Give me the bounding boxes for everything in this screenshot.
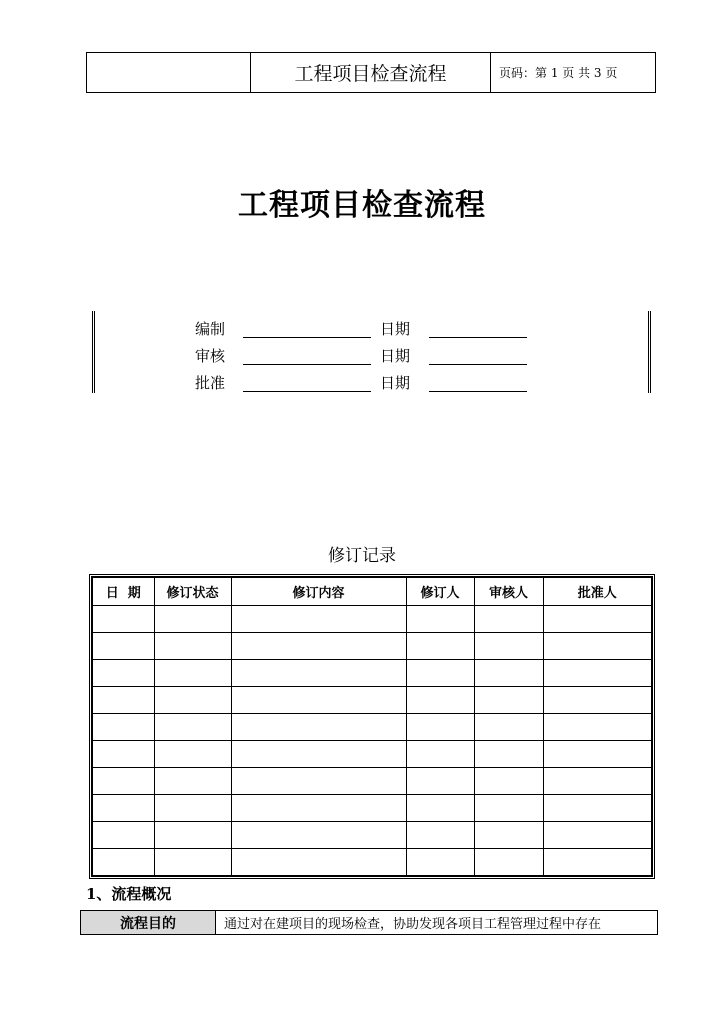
- table-cell: [406, 633, 474, 660]
- overview-table: [80, 910, 658, 935]
- table-cell: [231, 633, 406, 660]
- approval-date-label: 日期: [380, 320, 411, 338]
- revision-table: [91, 576, 653, 877]
- table-cell: [474, 660, 543, 687]
- signature-line: [243, 391, 371, 392]
- column-header-approver: 批准人: [543, 577, 652, 606]
- table-cell: [231, 822, 406, 849]
- document-title: 工程项目检查流程: [238, 188, 486, 223]
- approval-label: 审核: [195, 347, 226, 365]
- table-cell: [92, 714, 154, 741]
- section-title: 1、流程概况: [86, 885, 172, 903]
- signature-line: [243, 364, 371, 365]
- table-cell: [543, 741, 652, 768]
- overview-key: 流程目的: [81, 911, 216, 934]
- revision-heading: 修订记录: [328, 546, 396, 566]
- table-cell: [406, 849, 474, 877]
- table-row: [92, 822, 652, 849]
- header-title: 工程项目检查流程: [251, 53, 491, 92]
- table-cell: [92, 741, 154, 768]
- table-cell: [543, 714, 652, 741]
- table-cell: [406, 687, 474, 714]
- table-cell: [406, 741, 474, 768]
- table-cell: [154, 795, 231, 822]
- table-cell: [92, 660, 154, 687]
- table-cell: [406, 714, 474, 741]
- table-cell: [154, 822, 231, 849]
- table-cell: [92, 687, 154, 714]
- header-left-cell: [87, 53, 251, 92]
- table-cell: [154, 849, 231, 877]
- table-row: [92, 660, 652, 687]
- approval-right-bar: [648, 311, 651, 393]
- table-row: [92, 795, 652, 822]
- table-cell: [543, 687, 652, 714]
- table-cell: [543, 822, 652, 849]
- column-header-reviewer: 审核人: [474, 577, 543, 606]
- date-line: [429, 337, 527, 338]
- table-row: [92, 714, 652, 741]
- table-cell: [406, 822, 474, 849]
- table-cell: [474, 687, 543, 714]
- page-header: [86, 52, 656, 93]
- table-cell: [406, 606, 474, 633]
- overview-value: 通过对在建项目的现场检查，协助发现各项目工程管理过程中存在: [224, 917, 602, 932]
- signature-line: [243, 337, 371, 338]
- table-cell: [231, 714, 406, 741]
- table-cell: [231, 849, 406, 877]
- table-cell: [154, 660, 231, 687]
- table-row: [92, 633, 652, 660]
- table-cell: [474, 822, 543, 849]
- table-cell: [543, 768, 652, 795]
- table-cell: [92, 606, 154, 633]
- table-row: [92, 606, 652, 633]
- table-cell: [406, 660, 474, 687]
- approval-date-label: 日期: [380, 374, 411, 392]
- table-cell: [92, 795, 154, 822]
- table-cell: [231, 660, 406, 687]
- table-cell: [231, 606, 406, 633]
- table-cell: [543, 795, 652, 822]
- date-line: [429, 364, 527, 365]
- table-cell: [474, 714, 543, 741]
- table-cell: [406, 768, 474, 795]
- table-row: [92, 741, 652, 768]
- table-cell: [154, 741, 231, 768]
- table-row: [92, 768, 652, 795]
- table-cell: [474, 849, 543, 877]
- table-cell: [231, 741, 406, 768]
- table-cell: [543, 606, 652, 633]
- column-header-content: 修订内容: [231, 577, 406, 606]
- table-row: [92, 687, 652, 714]
- column-header-status: 修订状态: [154, 577, 231, 606]
- approval-label: 编制: [195, 320, 226, 338]
- table-cell: [92, 849, 154, 877]
- header-page-info: 页码：第 1 页 共 3 页: [499, 66, 618, 80]
- table-cell: [154, 768, 231, 795]
- table-cell: [406, 795, 474, 822]
- table-cell: [92, 822, 154, 849]
- approval-left-bar: [92, 311, 95, 393]
- table-row: [92, 849, 652, 877]
- approval-label: 批准: [195, 374, 226, 392]
- table-cell: [543, 660, 652, 687]
- column-header-date: 日 期: [92, 577, 154, 606]
- table-cell: [474, 741, 543, 768]
- table-cell: [231, 687, 406, 714]
- table-cell: [154, 633, 231, 660]
- revision-header-row: [92, 577, 652, 606]
- table-cell: [474, 795, 543, 822]
- table-cell: [231, 768, 406, 795]
- table-cell: [92, 768, 154, 795]
- table-cell: [474, 606, 543, 633]
- table-cell: [474, 633, 543, 660]
- table-cell: [154, 714, 231, 741]
- date-line: [429, 391, 527, 392]
- table-cell: [543, 849, 652, 877]
- table-cell: [92, 633, 154, 660]
- column-header-reviser: 修订人: [406, 577, 474, 606]
- table-cell: [543, 633, 652, 660]
- revision-table-body: [92, 606, 652, 877]
- approval-date-label: 日期: [380, 347, 411, 365]
- table-cell: [231, 795, 406, 822]
- table-cell: [154, 687, 231, 714]
- table-cell: [154, 606, 231, 633]
- table-cell: [474, 768, 543, 795]
